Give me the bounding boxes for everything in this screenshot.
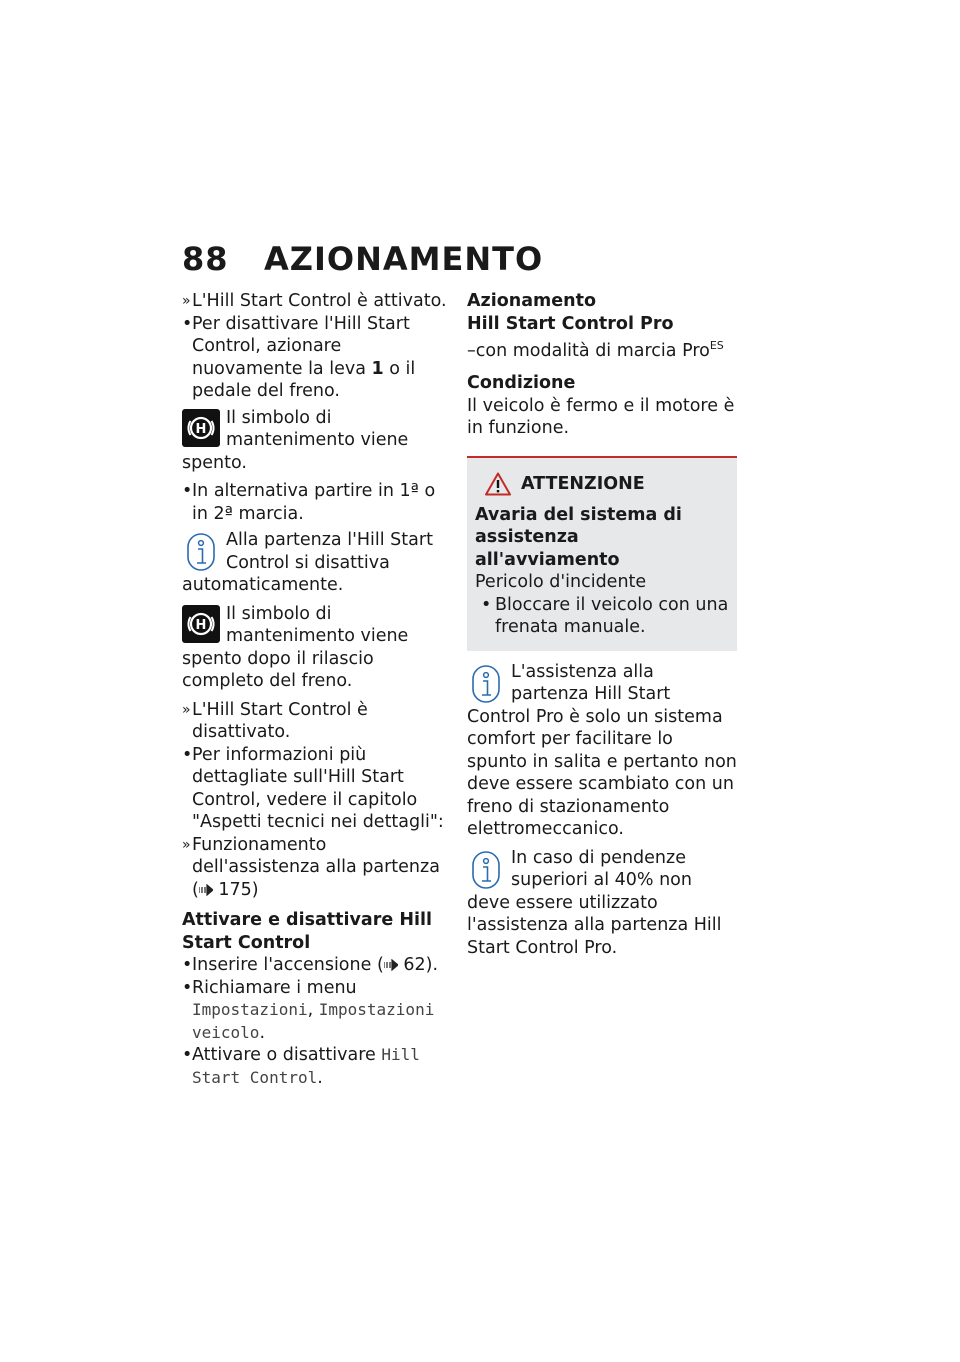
warning-action: • Bloccare il veicolo con una frenata manuale. bbox=[475, 594, 729, 639]
left-column bbox=[182, 290, 452, 1089]
page-header bbox=[182, 240, 543, 280]
step-item: • Per informazioni più dettagliate sull'Hill Start Control, vedere il capitolo "Aspetti tecnici nei dettagli": bbox=[182, 744, 452, 834]
step-item bbox=[182, 313, 452, 403]
info-icon bbox=[182, 531, 220, 573]
lever-number: 1 bbox=[371, 358, 384, 379]
mode-superscript: ES bbox=[709, 339, 724, 352]
info-note bbox=[467, 661, 737, 841]
note-text: Il simbolo di mantenimento viene spento. bbox=[182, 407, 409, 473]
section-subheading: Hill Start Control Pro bbox=[467, 313, 674, 334]
menu-name: Impostazioni veicolo bbox=[192, 1000, 435, 1042]
menu-name: Hill Start Control bbox=[192, 1045, 420, 1087]
hold-symbol-icon bbox=[182, 409, 220, 447]
separator: , bbox=[307, 1000, 319, 1020]
result-line: » L'Hill Start Control è disattivato. bbox=[182, 699, 452, 744]
section-heading: Attivare e disattivare Hill Start Control bbox=[182, 910, 432, 953]
note-text: In caso di pendenze superiori al 40% non deve essere utilizzato l'assistenza alla partenza Hill Start Control Pro. bbox=[467, 847, 722, 958]
note-text: L'assistenza alla partenza Hill Start Control Pro è solo un sistema comfort per facilitare lo spunto in salita e pertanto non deve essere scambiato con un freno di stazionamento elettromeccanico. bbox=[467, 661, 737, 840]
symbol-note bbox=[182, 603, 452, 693]
section-heading: Azionamento bbox=[467, 291, 596, 311]
chapter-title: AZIONAMENTO bbox=[264, 240, 544, 278]
info-icon bbox=[467, 663, 505, 705]
step-item bbox=[182, 954, 452, 977]
condition-text: Il veicolo è fermo e il motore è in funzione. bbox=[467, 395, 735, 439]
step-text-end: o il pedale del freno. bbox=[192, 358, 416, 401]
mode-note bbox=[467, 335, 737, 362]
punctuation: . bbox=[317, 1067, 323, 1088]
condition-heading: Condizione bbox=[467, 373, 576, 394]
reference-page: 175) bbox=[218, 879, 259, 900]
step-item bbox=[182, 977, 452, 1045]
hold-symbol-icon bbox=[182, 605, 220, 643]
right-column bbox=[467, 290, 737, 965]
page-number: 88 bbox=[182, 240, 229, 278]
warning-title: Avaria del sistema di assistenza all'avviamento bbox=[475, 504, 682, 570]
info-note bbox=[182, 529, 452, 597]
page-reference-icon bbox=[384, 959, 398, 971]
step-text: Attivare o disattivare bbox=[192, 1045, 376, 1065]
page-reference-icon bbox=[199, 884, 213, 896]
note-text: Il simbolo di mantenimento viene spento dopo il rilascio completo del freno. bbox=[182, 603, 409, 691]
symbol-note bbox=[182, 407, 452, 475]
warning-header bbox=[485, 472, 729, 496]
cross-reference[interactable] bbox=[182, 834, 452, 902]
info-icon bbox=[467, 849, 505, 891]
menu-name: Impostazioni bbox=[192, 1000, 308, 1019]
note-text: Alla partenza l'Hill Start Control si disattiva automaticamente. bbox=[182, 530, 433, 595]
warning-label: ATTENZIONE bbox=[521, 473, 645, 494]
step-text: Richiamare i menu bbox=[192, 977, 357, 998]
warning-box bbox=[467, 456, 737, 651]
punctuation: . bbox=[259, 1022, 266, 1043]
mode-text: –con modalità di marcia Pro bbox=[467, 340, 710, 361]
warning-triangle-icon bbox=[485, 472, 511, 496]
svg-text:H: H bbox=[195, 617, 207, 633]
reference-text: Funzionamento dell'assistenza alla partenza ( bbox=[192, 834, 440, 900]
reference-page: 62). bbox=[403, 955, 439, 975]
svg-text:H: H bbox=[195, 421, 207, 437]
step-item bbox=[182, 1044, 452, 1089]
warning-risk: Pericolo d'incidente bbox=[475, 572, 647, 593]
step-item: • In alternativa partire in 1ª o in 2ª marcia. bbox=[182, 480, 452, 525]
step-text: Inserire l'accensione ( bbox=[192, 955, 384, 975]
result-line: » L'Hill Start Control è attivato. bbox=[182, 290, 452, 313]
info-note bbox=[467, 847, 737, 960]
step-text: Per disattivare l'Hill Start Control, azionare nuovamente la leva bbox=[192, 313, 410, 379]
